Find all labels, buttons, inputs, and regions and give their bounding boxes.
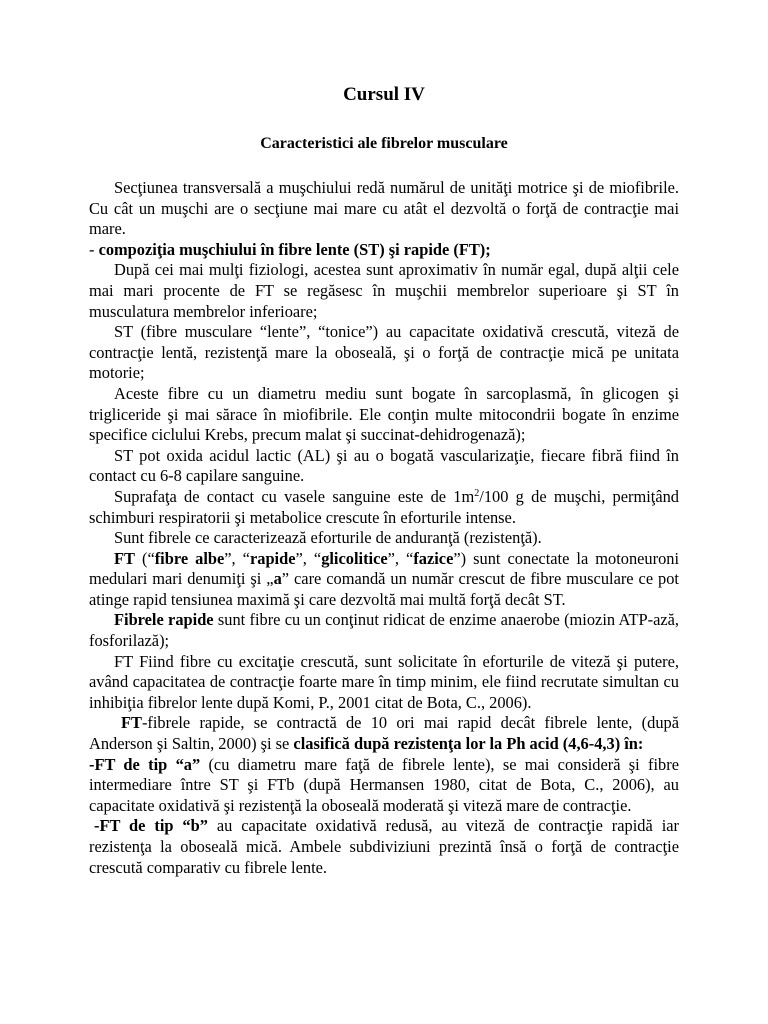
page-title: Cursul IV	[343, 84, 425, 105]
text-segment: ”, “	[295, 548, 322, 568]
bold-term: fazice	[413, 548, 454, 568]
paragraph-13	[89, 755, 679, 817]
bold-ft: FT	[114, 548, 135, 568]
page-subtitle: Caracteristici ale fibrelor musculare	[260, 135, 508, 152]
list-dash: -	[89, 239, 99, 259]
text-segment: ”, “	[387, 548, 414, 568]
bold-ft: FT	[121, 713, 142, 733]
paragraph-14	[89, 816, 679, 878]
superscript: 2	[474, 487, 480, 499]
bold-ft-type-b: -FT de tip “b”	[94, 816, 208, 836]
bold-heading-composition: compoziţia muşchiului în fibre lente (ST) şi rapide (FT);	[98, 239, 491, 259]
bold-term: glicolitice	[321, 548, 388, 568]
paragraph-8: Sunt fibrele ce caracterizează eforturile de anduranţă (rezistenţă).	[114, 528, 542, 548]
paragraph-1: Secţiunea transversală a muşchiului redă numărul de unităţi motrice şi de miofibrile. Cu cât un muşchi are o secţiune mai mare cu atât el dezvoltă o forţă de contracţie mai mare.	[89, 178, 679, 239]
text-segment: au capacitate oxidativă redusă, au viteză de contracţie rapidă iar rezistenţa la oboseală mică. Ambele subdiviziuni prezintă însă o forţă de contracţie crescută comparativ cu fibrele lente.	[89, 816, 679, 877]
paragraph-6: ST pot oxida acidul lactic (AL) şi au o bogată vascularizaţie, fiecare fibră fiind în contact cu 6-8 capilare sanguine.	[89, 445, 679, 486]
bold-fast-fibers: Fibrele rapide	[114, 610, 214, 630]
paragraph-10	[89, 610, 679, 651]
text-segment: (cu diametru mare faţă de fibrele lente), se mai consideră şi fibre intermediare între ST şi FTb (după Hermansen 1980, citat de Bota, C., 2006), au capacitate oxidativă şi rezistenţă la oboseală moderată şi viteză mare de contracţie.	[89, 754, 679, 815]
text-segment: ”, “	[224, 548, 250, 568]
document-body	[89, 178, 679, 878]
paragraph-5: Aceste fibre cu un diametru mediu sunt bogate în sarcoplasmă, în glicogen şi trigliceride şi mai sărace în miofibrile. Ele conţin multe mitocondrii bogate în enzime specifice ciclului Krebs, precum malat şi succinat-dehidrogenază);	[89, 383, 679, 445]
text-segment: sunt fibre cu un conţinut ridicat de enzime anaerobe (miozin ATP-ază, fosforilază);	[89, 610, 679, 651]
text-segment: ”) sunt conectate la motoneuroni medulari mari denumiţi şi „	[89, 548, 680, 589]
bold-term: fibre albe	[154, 548, 225, 568]
paragraph-2	[89, 240, 679, 261]
bold-term: rapide	[249, 548, 296, 568]
bold-ft-type-a: -FT de tip “a”	[89, 754, 201, 774]
text-segment: (“	[134, 548, 155, 568]
paragraph-3: După cei mai mulţi fiziologi, acestea sunt aproximativ în număr egal, după alţii cele mai mari procente de FT se regăsesc în muşchii membrelor superioare şi ST în musculatura membrelor inferioare;	[89, 260, 679, 321]
text-segment: -fibrele rapide, se contractă de 10 ori mai rapid decât fibrele lente, (după Anderson şi Saltin, 2000) şi se	[89, 713, 679, 754]
paragraph-12	[89, 713, 679, 754]
paragraph-7-text-b: /100 g de muşchi, permiţând schimburi respiratorii şi metabolice crescute în eforturile intense.	[89, 486, 680, 527]
paragraph-7-text-a: Suprafaţa de contact cu vasele sanguine este de 1m	[114, 486, 475, 506]
paragraph-11: FT Fiind fibre cu excitaţie crescută, sunt solicitate în eforturile de viteză şi putere, având capacitatea de contracţie foarte mare în timp minim, ele fiind recrutate simultan cu inhibiţia fibrelor lente după Komi, P., 2001 citat de Bota, C., 2006).	[89, 651, 679, 712]
bold-classification: clasifică după rezistenţa lor la Ph acid (4,6-4,3) în:	[293, 734, 644, 754]
paragraph-9	[89, 549, 679, 611]
bold-term: a	[273, 569, 282, 589]
paragraph-7	[89, 487, 679, 528]
text-segment: ” care comandă un număr crescut de fibre musculare ce pot atinge rapid tensiunea maximă şi care dezvoltă mai multă forţă decât ST.	[89, 569, 679, 609]
paragraph-4: ST (fibre musculare “lente”, “tonice”) au capacitate oxidativă crescută, viteză de contracţie lentă, rezistenţă mare la oboseală, şi o forţă de contracţie mică pe unitata motorie;	[89, 322, 679, 383]
